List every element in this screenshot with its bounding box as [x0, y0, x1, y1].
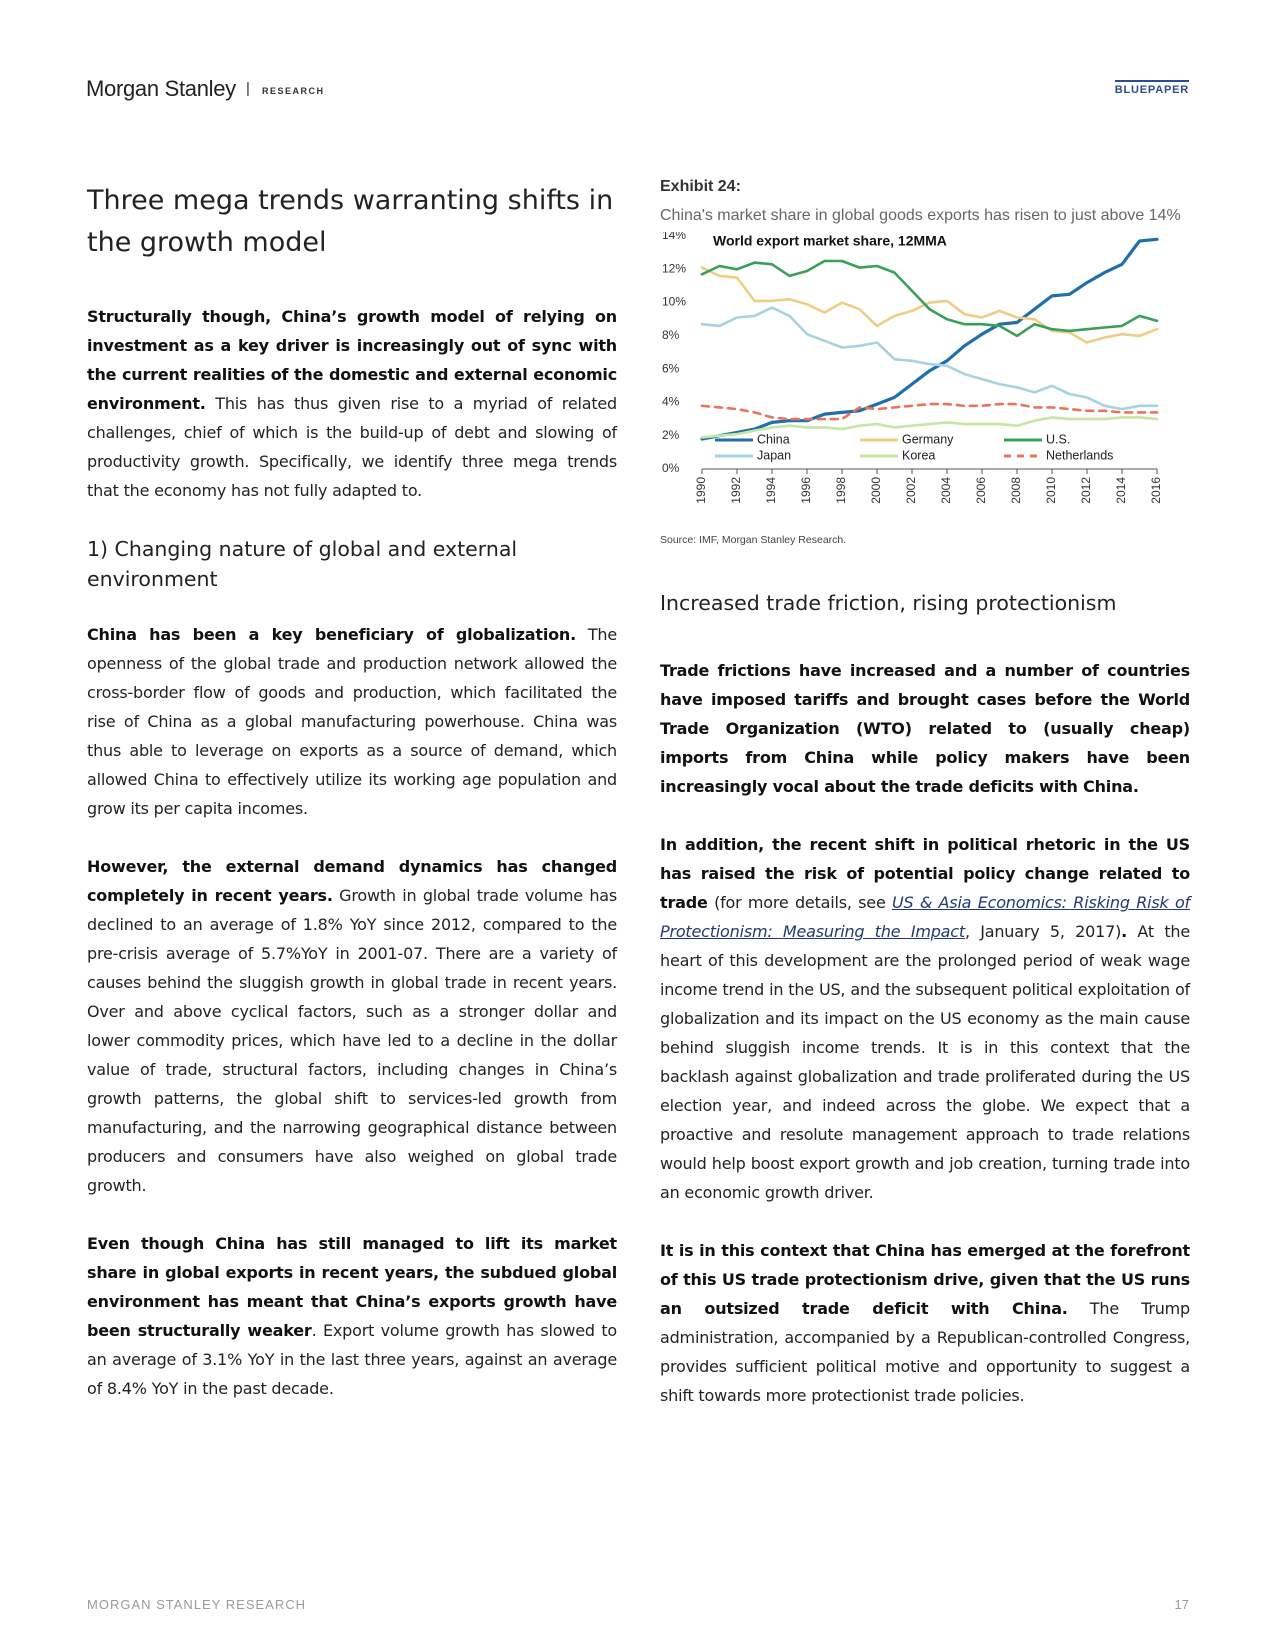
series-line-us [702, 261, 1157, 336]
x-tick-label: 1998 [834, 477, 849, 504]
legend-label: China [757, 432, 790, 447]
series-line-germany [702, 268, 1157, 343]
y-tick-label: 0% [662, 461, 680, 476]
series-line-netherlands [702, 404, 1157, 419]
y-tick-label: 14% [662, 232, 687, 243]
paragraph-lead: In addition, the recent shift in political rhetoric in the US has raised the risk of potential policy change related to trade [660, 835, 1190, 912]
y-tick-label: 12% [662, 261, 687, 276]
paragraph-text: This has thus given rise to a myriad of related challenges, chief of which is the build-up of debt and slowing of productivity growth. Specifically, we identify three mega trends that the economy has not fully adapted to. [87, 394, 617, 500]
x-tick-label: 1990 [694, 477, 709, 504]
paragraph-political-rhetoric [660, 830, 1190, 1207]
paragraph-text: The openness of the global trade and production network allowed the cross-border flow of goods and production, which facilitated the rise of China as a global manufacturing powerhouse. China was thus able to leverage on exports as a source of demand, which allowed China to effectively utilize its working age population and grow its per capita incomes. [87, 625, 617, 818]
paragraph-lead: Structurally though, China’s growth model of relying on investment as a key driver is increasingly out of sync with the current realities of the domestic and external economic environment. [87, 307, 617, 413]
section-heading-global: 1) Changing nature of global and external environment [87, 537, 518, 591]
footer-brand: MORGAN STANLEY RESEARCH [87, 1597, 307, 1612]
paragraph-text: At the heart of this development are the prolonged period of weak wage income trend in the US, and the subsequent political exploitation of globalization and its impact on the US economy as the main cause behind sluggish income trends. It is in this context that the backlash against globalization and trade proliferated during the US election year, and indeed across the globe. We expect that a proactive and resolute management approach to trade relations would help boost export growth and job creation, turning trade into an economic growth driver. [660, 922, 1190, 1202]
paragraph-globalization [87, 620, 617, 823]
doc-type-label: BLUEPAPER [1115, 80, 1189, 96]
y-tick-label: 8% [662, 328, 680, 343]
brand-logo: Morgan Stanley [86, 76, 236, 101]
y-tick-label: 6% [662, 361, 680, 376]
x-tick-label: 2004 [939, 477, 954, 504]
paragraph-dot: . [1121, 922, 1128, 941]
legend-label: Korea [902, 448, 936, 463]
exhibit-subtitle: China's market share in global goods exports has risen to just above 14% [660, 207, 1181, 224]
paragraph-text: The Trump administration, accompanied by a Republican-controlled Congress, provides sufficient political motive and opportunity to suggest a shift towards more protectionist trade policies. [660, 1299, 1190, 1405]
x-tick-label: 2006 [974, 477, 989, 504]
x-tick-label: 2010 [1044, 477, 1059, 504]
paragraph-structural [87, 302, 617, 505]
line-chart [660, 232, 1200, 532]
paragraph-text: Growth in global trade volume has declined to an average of 1.8% YoY since 2012, compared to the pre-crisis average of 5.7%YoY in 2001-07. There are a variety of causes behind the sluggish growth in global trade in recent years. Over and above cyclical factors, such as a stronger dollar and lower commodity prices, which have led to a decline in the dollar value of trade, structural factors, including changes in China’s growth patterns, the global shift to services-led growth from manufacturing, and the narrowing geographical distance between producers and consumers have also weighed on global trade growth. [87, 886, 617, 1195]
legend-label: U.S. [1046, 432, 1071, 447]
paragraph-market-share [87, 1229, 617, 1403]
left-column [87, 180, 617, 1432]
x-tick-label: 2002 [904, 477, 919, 504]
x-tick-label: 2000 [869, 477, 884, 504]
x-tick-label: 2016 [1149, 477, 1164, 504]
legend-label: Netherlands [1046, 448, 1114, 463]
section-label: RESEARCH [262, 86, 325, 96]
legend-label: Germany [902, 432, 954, 447]
paragraph-forefront [660, 1236, 1190, 1410]
chart-source: Source: IMF, Morgan Stanley Research. [660, 534, 847, 546]
x-tick-label: 1996 [799, 477, 814, 504]
series-line-japan [702, 308, 1157, 410]
paragraph-text: , January 5, 2017) [964, 922, 1122, 941]
x-tick-label: 2014 [1114, 477, 1129, 504]
paragraph-trade-frictions [660, 656, 1190, 801]
paragraph-lead: China has been a key beneficiary of globalization. [87, 625, 576, 644]
paragraph-text: . Export volume growth has slowed to an average of 3.1% YoY in the last three years, against an average of 8.4% YoY in the past decade. [87, 1321, 617, 1398]
paragraph-text: (for more details, see [707, 893, 892, 912]
brand-separator: | [246, 80, 250, 97]
x-tick-label: 1992 [729, 477, 744, 504]
report-link[interactable]: US & Asia Economics: Risking Risk of Protectionism: Measuring the Impact [660, 893, 1190, 941]
paragraph-lead: It is in this context that China has emerged at the forefront of this US trade protectionism drive, given that the US runs an outsized trade deficit with China. [660, 1241, 1190, 1318]
paragraph-external-demand [87, 852, 617, 1200]
paragraph-lead: Trade frictions have increased and a number of countries have imposed tariffs and brought cases before the World Trade Organization (WTO) related to (usually cheap) imports from China while policy makers have been increasingly vocal about the trade deficits with China. [660, 661, 1190, 796]
y-tick-label: 4% [662, 394, 680, 409]
paragraph-lead: Even though China has still managed to lift its market share in global exports in recent years, the subdued global environment has meant that China’s exports growth have been structurally weaker [87, 1234, 617, 1340]
chart-container [660, 232, 1200, 532]
y-tick-label: 2% [662, 427, 680, 442]
page-title: Three mega trends warranting shifts in the growth model [87, 185, 614, 258]
x-tick-label: 1994 [764, 477, 779, 504]
right-column [660, 178, 1190, 1439]
exhibit-title: Exhibit 24: [660, 178, 741, 195]
y-tick-label: 10% [662, 294, 687, 309]
chart-title: World export market share, 12MMA [713, 232, 947, 249]
series-line-china [702, 239, 1157, 439]
x-tick-label: 2008 [1009, 477, 1024, 504]
section-heading-trade-friction: Increased trade friction, rising protectionism [660, 591, 1117, 615]
page-number: 17 [1174, 1597, 1189, 1612]
x-tick-label: 2012 [1079, 477, 1094, 504]
paragraph-lead: However, the external demand dynamics has changed completely in recent years. [87, 857, 617, 905]
legend-label: Japan [757, 448, 792, 463]
